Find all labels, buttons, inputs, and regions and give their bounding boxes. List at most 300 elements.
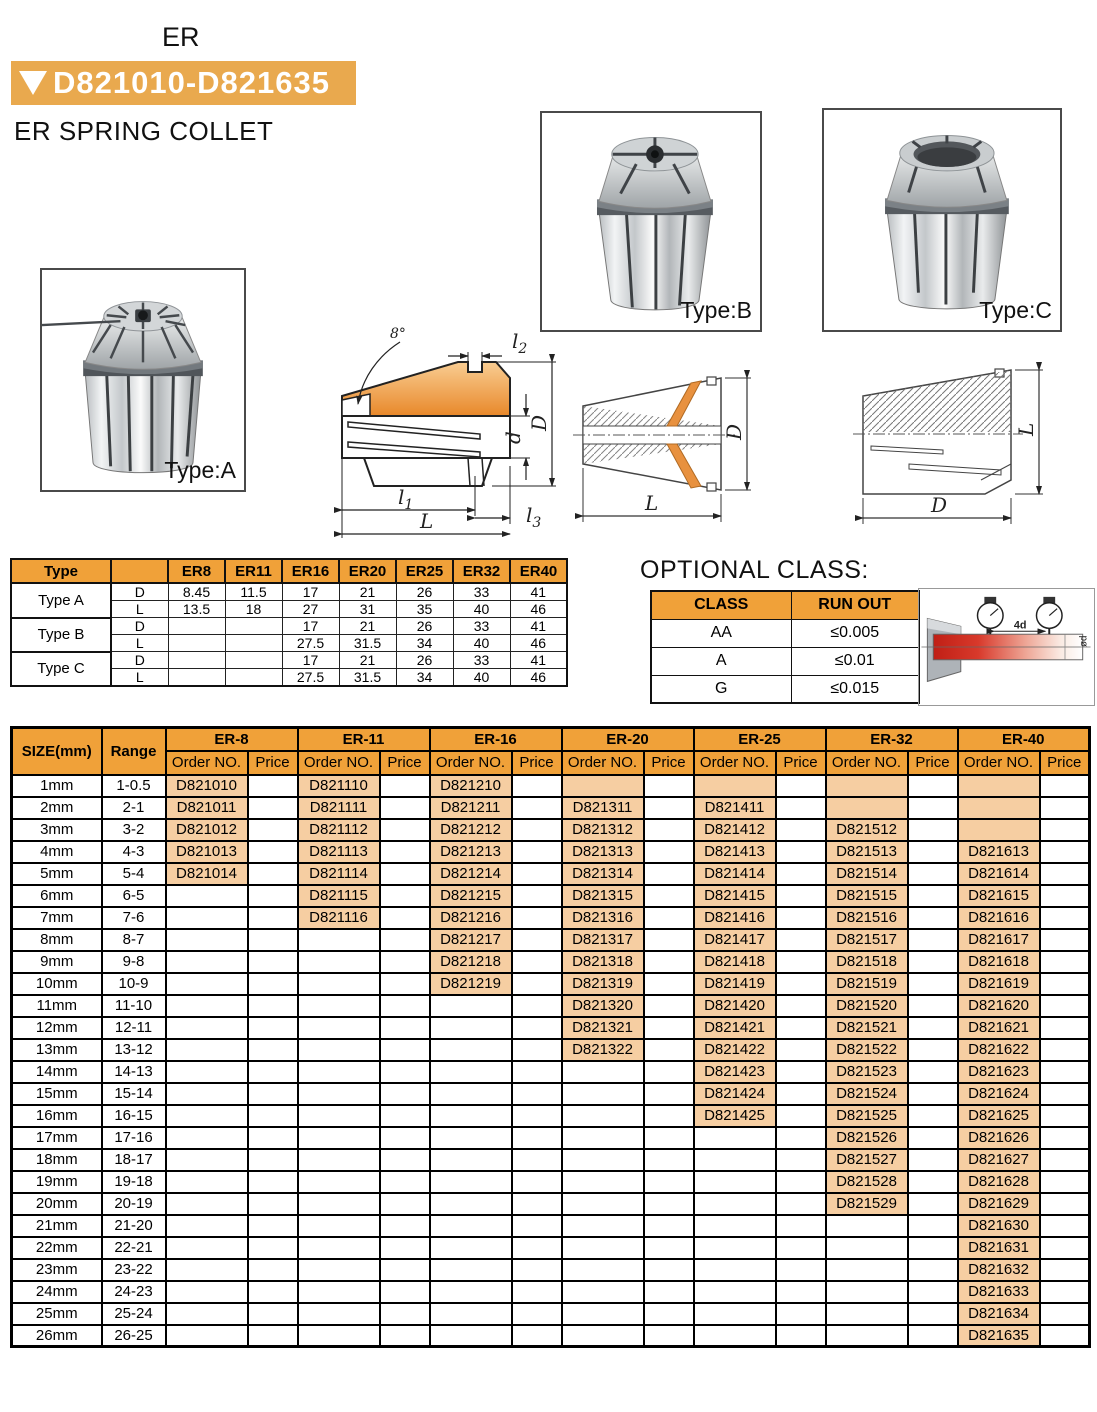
- order-cell: D821211: [430, 797, 512, 819]
- order-cell: [562, 1281, 644, 1303]
- table-row: [12, 885, 1090, 907]
- spec-value-cell: 34: [396, 669, 453, 687]
- size-cell: 21mm: [12, 1215, 102, 1237]
- price-cell: [1040, 797, 1090, 819]
- price-cell: [776, 951, 826, 973]
- order-cell: D821522: [826, 1039, 908, 1061]
- order-cell: [430, 1039, 512, 1061]
- table-row: [12, 1193, 1090, 1215]
- range-cell: 24-23: [102, 1281, 166, 1303]
- model-range-banner: [11, 61, 356, 105]
- price-cell: [908, 797, 958, 819]
- order-cell: [430, 1017, 512, 1039]
- price-cell: [248, 1083, 298, 1105]
- order-cell: D821635: [958, 1325, 1040, 1347]
- price-cell: [1040, 863, 1090, 885]
- order-cell: [298, 951, 380, 973]
- order-cell: D821418: [694, 951, 776, 973]
- size-cell: 16mm: [12, 1105, 102, 1127]
- price-cell: [512, 1127, 562, 1149]
- order-cell: D821628: [958, 1171, 1040, 1193]
- price-cell: [512, 1039, 562, 1061]
- order-cell: [298, 1281, 380, 1303]
- price-cell: [248, 819, 298, 841]
- size-cell: 26mm: [12, 1325, 102, 1347]
- price-cell: [644, 775, 694, 797]
- price-cell: [248, 1325, 298, 1347]
- order-cell: D821617: [958, 929, 1040, 951]
- price-cell: [644, 1193, 694, 1215]
- dim-L: L: [420, 509, 434, 533]
- price-cell: [1040, 907, 1090, 929]
- range-cell: 17-16: [102, 1127, 166, 1149]
- price-cell: [776, 995, 826, 1017]
- price-cell: [644, 1083, 694, 1105]
- model-range-text: D821010-D821635: [53, 65, 330, 100]
- class-grade-cell: A: [651, 647, 791, 675]
- range-cell: 16-15: [102, 1105, 166, 1127]
- price-header: Price: [248, 751, 298, 775]
- photo-label-b: Type:B: [680, 297, 752, 323]
- price-cell: [380, 775, 430, 797]
- range-cell: 12-11: [102, 1017, 166, 1039]
- order-cell: [958, 775, 1040, 797]
- order-cell: D821213: [430, 841, 512, 863]
- order-cell: D821512: [826, 819, 908, 841]
- order-cell: D821317: [562, 929, 644, 951]
- order-cell: [694, 1193, 776, 1215]
- price-cell: [776, 1215, 826, 1237]
- spec-value-cell: [168, 618, 225, 635]
- spec-value-cell: [225, 669, 282, 687]
- spec-value-cell: [168, 652, 225, 669]
- order-cell: D821420: [694, 995, 776, 1017]
- price-cell: [380, 1017, 430, 1039]
- price-cell: [248, 1149, 298, 1171]
- price-cell: [380, 1171, 430, 1193]
- spec-dim-label: D: [111, 618, 168, 635]
- class-runout-cell: ≤0.015: [791, 675, 919, 703]
- spec-type-label: Type C: [11, 652, 111, 687]
- order-cell: [562, 1105, 644, 1127]
- spec-value-cell: 31.5: [339, 635, 396, 652]
- product-title: ER SPRING COLLET: [14, 116, 274, 146]
- order-cell: D821411: [694, 797, 776, 819]
- price-cell: [908, 1061, 958, 1083]
- spec-value-cell: 26: [396, 618, 453, 635]
- price-cell: [380, 1149, 430, 1171]
- size-cell: 14mm: [12, 1061, 102, 1083]
- spec-type-label: Type B: [11, 618, 111, 652]
- order-no-header: Order NO.: [430, 751, 512, 775]
- order-cell: D821529: [826, 1193, 908, 1215]
- price-cell: [644, 1215, 694, 1237]
- price-cell: [248, 973, 298, 995]
- price-cell: [380, 1061, 430, 1083]
- price-cell: [512, 1083, 562, 1105]
- triangle-icon: [19, 71, 47, 95]
- spec-col-ER40: ER40: [510, 559, 567, 583]
- order-cell: D821625: [958, 1105, 1040, 1127]
- size-cell: 9mm: [12, 951, 102, 973]
- order-cell: [562, 775, 644, 797]
- price-cell: [908, 775, 958, 797]
- order-cell: [430, 1303, 512, 1325]
- price-cell: [776, 1259, 826, 1281]
- order-cell: D821632: [958, 1259, 1040, 1281]
- price-cell: [1040, 1083, 1090, 1105]
- order-cell: D821322: [562, 1039, 644, 1061]
- order-cell: D821524: [826, 1083, 908, 1105]
- size-cell: 17mm: [12, 1127, 102, 1149]
- spec-value-cell: 26: [396, 583, 453, 601]
- price-cell: [248, 863, 298, 885]
- price-cell: [908, 995, 958, 1017]
- diagram-span-label: 4d: [1013, 619, 1027, 632]
- order-cell: [166, 1171, 248, 1193]
- price-cell: [248, 1017, 298, 1039]
- order-cell: D821112: [298, 819, 380, 841]
- price-cell: [512, 1105, 562, 1127]
- order-cell: D821416: [694, 907, 776, 929]
- price-cell: [908, 1259, 958, 1281]
- order-cell: D821621: [958, 1017, 1040, 1039]
- order-cell: [694, 775, 776, 797]
- spec-dim-label: D: [111, 583, 168, 601]
- price-cell: [512, 929, 562, 951]
- price-cell: [512, 1259, 562, 1281]
- price-cell: [380, 1237, 430, 1259]
- order-cell: [430, 1127, 512, 1149]
- order-cell: [826, 1215, 908, 1237]
- spec-value-cell: 27: [282, 601, 339, 618]
- group-header-er-32: ER-32: [826, 728, 958, 751]
- price-cell: [380, 1105, 430, 1127]
- order-cell: D821414: [694, 863, 776, 885]
- price-cell: [1040, 1171, 1090, 1193]
- order-cell: [562, 1127, 644, 1149]
- size-column-header: SIZE(mm): [12, 728, 102, 775]
- order-no-header: Order NO.: [166, 751, 248, 775]
- spec-value-cell: 21: [339, 652, 396, 669]
- price-cell: [380, 863, 430, 885]
- diagram-dia-label: ød: [1078, 635, 1090, 647]
- size-cell: 3mm: [12, 819, 102, 841]
- table-row: [12, 1127, 1090, 1149]
- order-cell: D821616: [958, 907, 1040, 929]
- price-cell: [644, 797, 694, 819]
- order-cell: D821217: [430, 929, 512, 951]
- order-cell: [562, 1061, 644, 1083]
- order-cell: [562, 1237, 644, 1259]
- range-cell: 7-6: [102, 907, 166, 929]
- price-cell: [248, 1281, 298, 1303]
- order-cell: [298, 929, 380, 951]
- order-cell: [826, 797, 908, 819]
- price-cell: [644, 1237, 694, 1259]
- price-cell: [380, 907, 430, 929]
- price-cell: [644, 1325, 694, 1347]
- range-cell: 23-22: [102, 1259, 166, 1281]
- order-cell: D821110: [298, 775, 380, 797]
- price-cell: [248, 1193, 298, 1215]
- range-cell: 10-9: [102, 973, 166, 995]
- price-header: Price: [1040, 751, 1090, 775]
- price-cell: [1040, 775, 1090, 797]
- price-cell: [1040, 1193, 1090, 1215]
- price-cell: [1040, 841, 1090, 863]
- price-cell: [380, 1039, 430, 1061]
- order-cell: [298, 1259, 380, 1281]
- price-cell: [380, 1259, 430, 1281]
- typeb-drawing: [573, 356, 781, 528]
- price-cell: [512, 1325, 562, 1347]
- price-cell: [776, 929, 826, 951]
- table-row: [12, 973, 1090, 995]
- size-cell: 5mm: [12, 863, 102, 885]
- price-cell: [248, 995, 298, 1017]
- brand-title: ER: [162, 22, 200, 52]
- price-cell: [1040, 929, 1090, 951]
- order-cell: [562, 1193, 644, 1215]
- price-cell: [776, 1105, 826, 1127]
- price-cell: [776, 1303, 826, 1325]
- order-cell: [694, 1281, 776, 1303]
- price-cell: [248, 797, 298, 819]
- price-cell: [512, 1215, 562, 1237]
- price-cell: [908, 1083, 958, 1105]
- price-cell: [1040, 1017, 1090, 1039]
- price-cell: [1040, 1281, 1090, 1303]
- price-cell: [248, 1303, 298, 1325]
- order-cell: D821618: [958, 951, 1040, 973]
- order-cell: D821633: [958, 1281, 1040, 1303]
- order-cell: D821417: [694, 929, 776, 951]
- table-row: [12, 1105, 1090, 1127]
- price-cell: [1040, 819, 1090, 841]
- order-cell: [166, 1325, 248, 1347]
- order-cell: [166, 1127, 248, 1149]
- order-cell: [298, 1039, 380, 1061]
- order-no-header: Order NO.: [958, 751, 1040, 775]
- order-cell: D821311: [562, 797, 644, 819]
- table-row: [12, 951, 1090, 973]
- table-row: [12, 841, 1090, 863]
- size-cell: 12mm: [12, 1017, 102, 1039]
- price-cell: [908, 1215, 958, 1237]
- order-cell: [430, 1193, 512, 1215]
- order-cell: D821623: [958, 1061, 1040, 1083]
- size-cell: 11mm: [12, 995, 102, 1017]
- spec-value-cell: 13.5: [168, 601, 225, 618]
- order-cell: D821318: [562, 951, 644, 973]
- order-cell: D821626: [958, 1127, 1040, 1149]
- order-cell: [166, 1215, 248, 1237]
- price-cell: [908, 1303, 958, 1325]
- price-cell: [1040, 1259, 1090, 1281]
- price-cell: [1040, 1215, 1090, 1237]
- table-row: [12, 1149, 1090, 1171]
- table-row: [12, 1083, 1090, 1105]
- price-cell: [380, 1193, 430, 1215]
- price-cell: [776, 973, 826, 995]
- price-cell: [644, 995, 694, 1017]
- price-header: Price: [776, 751, 826, 775]
- order-cell: D821520: [826, 995, 908, 1017]
- size-cell: 4mm: [12, 841, 102, 863]
- order-cell: [166, 885, 248, 907]
- order-cell: [430, 1149, 512, 1171]
- order-no-header: Order NO.: [694, 751, 776, 775]
- order-no-header: Order NO.: [298, 751, 380, 775]
- price-cell: [1040, 885, 1090, 907]
- price-cell: [776, 775, 826, 797]
- order-cell: D821215: [430, 885, 512, 907]
- order-cell: D821634: [958, 1303, 1040, 1325]
- order-cell: D821613: [958, 841, 1040, 863]
- size-cell: 8mm: [12, 929, 102, 951]
- order-cell: [694, 1303, 776, 1325]
- price-cell: [776, 819, 826, 841]
- order-cell: [430, 1061, 512, 1083]
- size-cell: 22mm: [12, 1237, 102, 1259]
- order-no-header: Order NO.: [562, 751, 644, 775]
- price-cell: [512, 1017, 562, 1039]
- size-cell: 2mm: [12, 797, 102, 819]
- group-header-er-16: ER-16: [430, 728, 562, 751]
- order-cell: D821316: [562, 907, 644, 929]
- order-cell: [298, 1127, 380, 1149]
- price-cell: [1040, 1325, 1090, 1347]
- price-cell: [644, 1281, 694, 1303]
- order-cell: D821212: [430, 819, 512, 841]
- spec-dim-label: D: [111, 652, 168, 669]
- order-cell: [166, 1149, 248, 1171]
- order-cell: D821514: [826, 863, 908, 885]
- price-cell: [644, 1303, 694, 1325]
- dimb-L: L: [645, 491, 659, 515]
- range-column-header: Range: [102, 728, 166, 775]
- price-cell: [512, 973, 562, 995]
- order-no-header: Order NO.: [826, 751, 908, 775]
- price-cell: [776, 1281, 826, 1303]
- order-cell: D821516: [826, 907, 908, 929]
- price-cell: [380, 1281, 430, 1303]
- dimb-D: D: [722, 423, 746, 440]
- price-cell: [380, 841, 430, 863]
- price-cell: [512, 1281, 562, 1303]
- range-cell: 20-19: [102, 1193, 166, 1215]
- range-cell: 3-2: [102, 819, 166, 841]
- price-cell: [644, 1039, 694, 1061]
- photo-type-a: [40, 268, 246, 492]
- range-cell: 4-3: [102, 841, 166, 863]
- spec-value-cell: 33: [453, 652, 510, 669]
- group-header-er-20: ER-20: [562, 728, 694, 751]
- order-cell: D821319: [562, 973, 644, 995]
- order-cell: [298, 1061, 380, 1083]
- order-cell: [166, 1303, 248, 1325]
- spec-value-cell: 46: [510, 601, 567, 618]
- table-row: [12, 1017, 1090, 1039]
- spec-value-cell: 21: [339, 618, 396, 635]
- size-cell: 18mm: [12, 1149, 102, 1171]
- order-cell: D821314: [562, 863, 644, 885]
- price-cell: [512, 885, 562, 907]
- range-cell: 18-17: [102, 1149, 166, 1171]
- price-cell: [1040, 1061, 1090, 1083]
- order-cell: [562, 1325, 644, 1347]
- spec-value-cell: 35: [396, 601, 453, 618]
- table-row: [12, 797, 1090, 819]
- order-cell: [430, 1325, 512, 1347]
- order-cell: D821011: [166, 797, 248, 819]
- price-cell: [644, 1061, 694, 1083]
- price-cell: [248, 841, 298, 863]
- spec-value-cell: 31: [339, 601, 396, 618]
- range-cell: 25-24: [102, 1303, 166, 1325]
- price-cell: [512, 1171, 562, 1193]
- price-cell: [908, 1127, 958, 1149]
- table-row: [12, 775, 1090, 797]
- class-runout-cell: ≤0.01: [791, 647, 919, 675]
- class-header: CLASS: [651, 591, 791, 619]
- order-cell: [694, 1259, 776, 1281]
- price-cell: [248, 1127, 298, 1149]
- range-cell: 13-12: [102, 1039, 166, 1061]
- price-cell: [380, 1083, 430, 1105]
- price-cell: [512, 1303, 562, 1325]
- order-cell: [298, 1303, 380, 1325]
- table-row: [12, 1039, 1090, 1061]
- group-header-er-40: ER-40: [958, 728, 1090, 751]
- order-cell: D821415: [694, 885, 776, 907]
- spec-value-cell: 17: [282, 652, 339, 669]
- order-cell: D821219: [430, 973, 512, 995]
- order-cell: [298, 995, 380, 1017]
- spec-value-cell: 17: [282, 583, 339, 601]
- range-cell: 22-21: [102, 1237, 166, 1259]
- order-cell: D821615: [958, 885, 1040, 907]
- order-cell: D821014: [166, 863, 248, 885]
- size-cell: 24mm: [12, 1281, 102, 1303]
- order-cell: D821321: [562, 1017, 644, 1039]
- price-cell: [776, 797, 826, 819]
- order-cell: D821630: [958, 1215, 1040, 1237]
- order-cell: [826, 1325, 908, 1347]
- order-cell: [298, 1017, 380, 1039]
- spec-value-cell: 27.5: [282, 635, 339, 652]
- spec-value-cell: 41: [510, 618, 567, 635]
- spec-value-cell: 41: [510, 583, 567, 601]
- price-cell: [644, 1127, 694, 1149]
- price-cell: [776, 1017, 826, 1039]
- order-cell: D821526: [826, 1127, 908, 1149]
- price-cell: [380, 819, 430, 841]
- order-cell: D821631: [958, 1237, 1040, 1259]
- order-cell: D821216: [430, 907, 512, 929]
- order-cell: [298, 1237, 380, 1259]
- order-cell: D821013: [166, 841, 248, 863]
- price-cell: [908, 1017, 958, 1039]
- order-cell: D821313: [562, 841, 644, 863]
- price-cell: [908, 1281, 958, 1303]
- order-cell: D821614: [958, 863, 1040, 885]
- price-cell: [644, 929, 694, 951]
- price-cell: [644, 1105, 694, 1127]
- table-row: [12, 1215, 1090, 1237]
- dial-indicator-left: [978, 597, 1004, 634]
